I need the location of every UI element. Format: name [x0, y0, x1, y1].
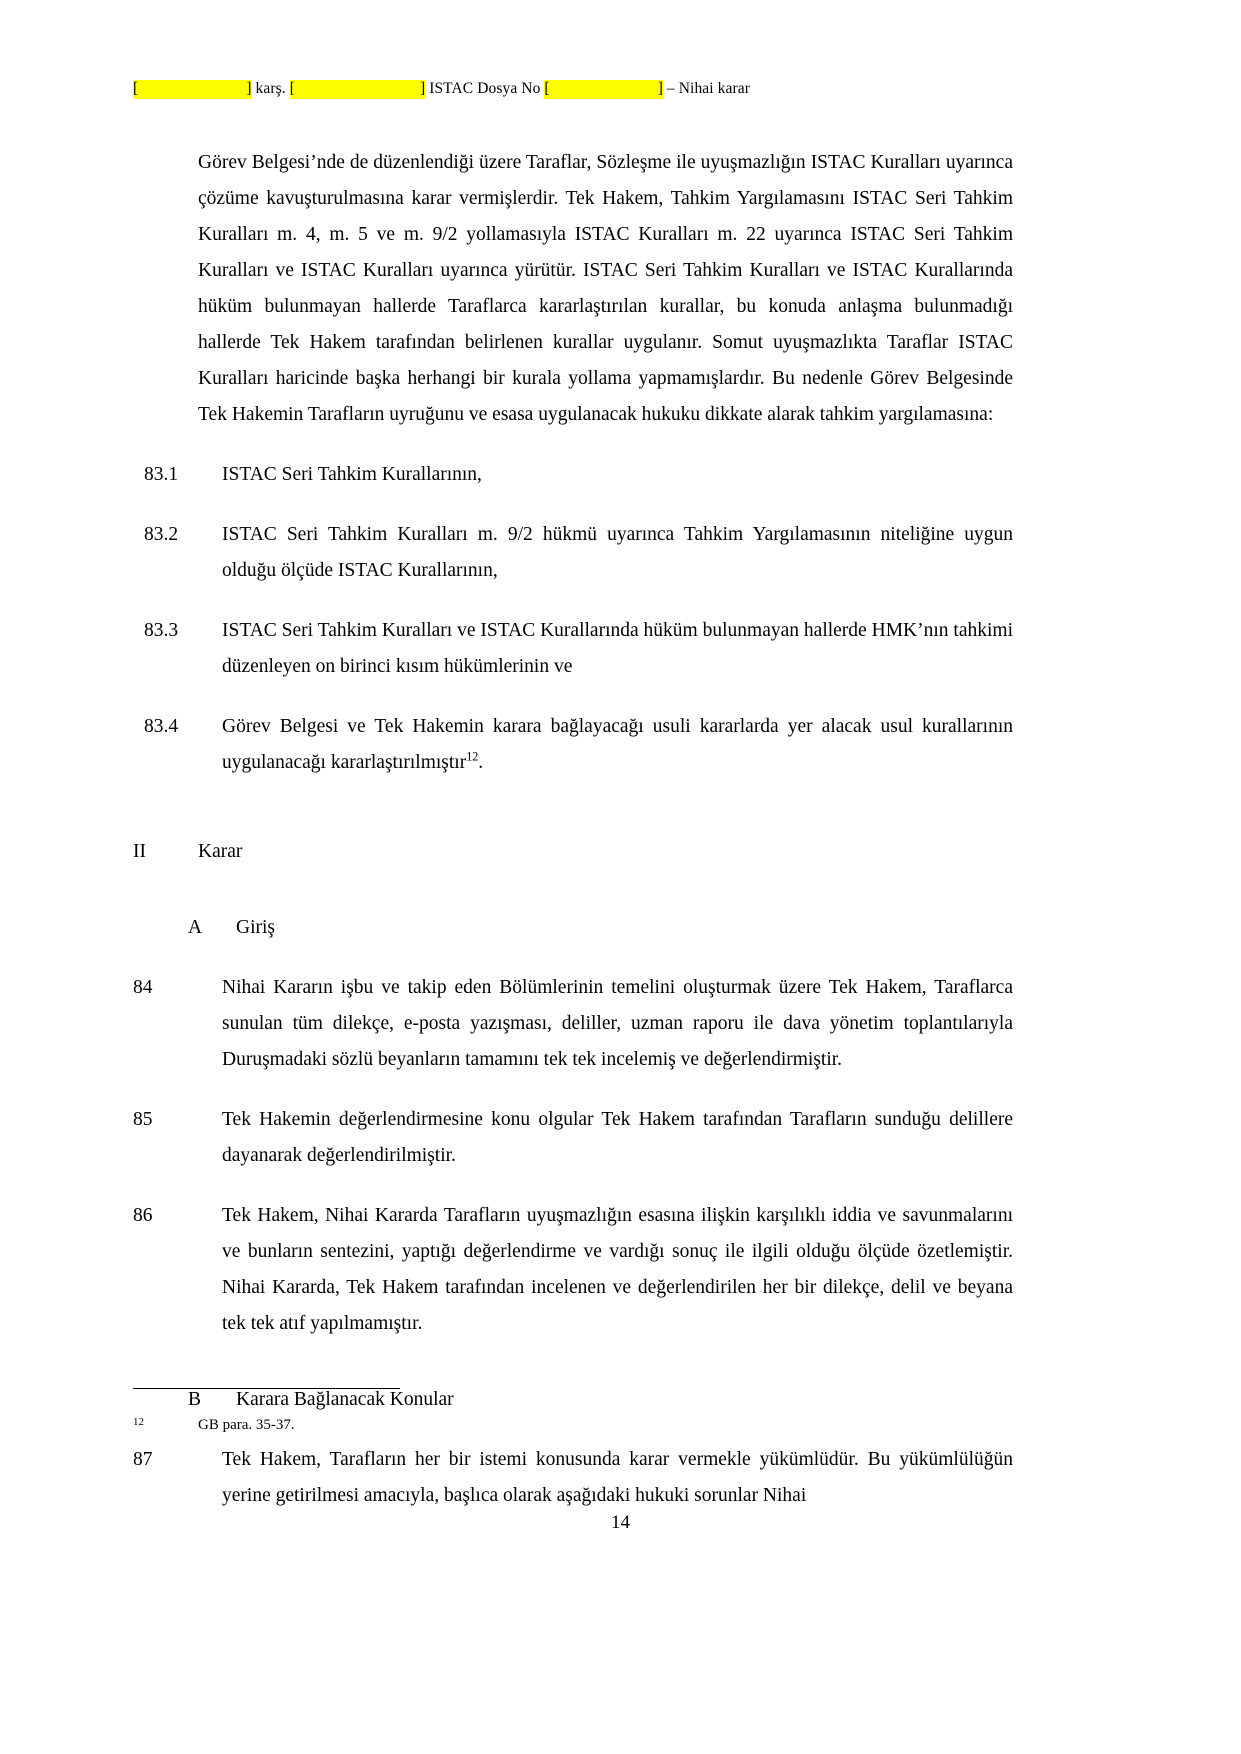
- subsection-letter: B: [188, 1389, 202, 1411]
- paragraph-85: [133, 1102, 1013, 1174]
- paragraph-number: 86: [133, 1204, 153, 1226]
- list-item-number: 83.3: [144, 620, 179, 642]
- paragraph-84: [133, 970, 1013, 1078]
- redaction-close-bracket-3: ]: [657, 80, 663, 97]
- paragraph-text: Tek Hakem, Nihai Kararda Tarafların uyuşmazlığın esasına ilişkin karşılıklı iddia ve savunmalarını ve bunların sentezini, yaptığı değerlendirme ve vardığı sonuç ile ilgili olduğu ölçüde özetlemiştir. Nihai Kararda, Tek Hakem tarafından incelenen ve değerlendirilen her bir dilekçe, delil ve beyana tek tek atıf yapılmamıştır.: [222, 1204, 1013, 1335]
- list-item-text: ISTAC Seri Tahkim Kuralları ve ISTAC Kurallarında hüküm bulunmayan hallerde HMK’nın tahkimi düzenleyen on birinci kısım hükümlerinin ve: [222, 620, 1013, 678]
- list-item-number: 83.2: [144, 524, 179, 546]
- redaction-open-bracket-1: [: [133, 80, 139, 97]
- page-number: 14: [611, 1512, 630, 1533]
- list-item-number: 83.1: [144, 464, 179, 486]
- list-item-text-main: Görev Belgesi ve Tek Hakemin karara bağlayacağı usuli kararlarda yer alacak usul kurallarının uygulanacağı kararlaştırılmıştır: [222, 716, 1013, 774]
- subsection-title: Giriş: [236, 916, 275, 938]
- redaction-open-bracket-3: [: [544, 80, 550, 97]
- list-item-text: [222, 709, 1013, 781]
- list-item-text-tail: .: [478, 752, 484, 774]
- paragraph-86: [133, 1198, 1013, 1342]
- header-separator-1: karş.: [251, 80, 290, 97]
- header-separator-2: ISTAC Dosya No: [425, 80, 545, 97]
- section-heading-a: [133, 910, 1013, 946]
- footnote-area: [133, 1388, 1013, 1437]
- footnote-separator-rule: [133, 1388, 400, 1389]
- footnote-reference-12[interactable]: 12: [466, 749, 479, 764]
- section-number: II: [133, 840, 146, 862]
- list-item-number: 83.4: [144, 716, 179, 738]
- paragraph-number: 84: [133, 976, 153, 998]
- redaction-close-bracket-1: ]: [246, 80, 252, 97]
- paragraph-87: [133, 1442, 1013, 1514]
- footnote-number: 12: [133, 1416, 144, 1428]
- redaction-box-party-1: [133, 80, 252, 99]
- section-heading-ii: [133, 834, 1013, 870]
- footnote-text: GB para. 35-37.: [198, 1417, 295, 1433]
- list-item-83-4: [133, 709, 1013, 781]
- list-item-text: ISTAC Seri Tahkim Kurallarının,: [222, 464, 482, 486]
- paragraph-text: Tek Hakemin değerlendirmesine konu olgular Tek Hakem tarafından Tarafların sunduğu delillere dayanarak değerlendirilmiştir.: [222, 1108, 1013, 1166]
- paragraph-text: Nihai Kararın işbu ve takip eden Bölümlerinin temelini oluşturmak üzere Tek Hakem, Taraflarca sunulan tüm dilekçe, e-posta yazışması, deliller, uzman raporu ile dava yönetim toplantılarıyla Duruşmadaki sözlü beyanların tamamını tek tek incelemiş ve değerlendirmiştir.: [222, 976, 1013, 1070]
- paragraph-number: 87: [133, 1449, 153, 1471]
- paragraph-text: Tek Hakem, Tarafların her bir istemi konusunda karar vermekle yükümlüdür. Bu yükümlülüğün yerine getirilmesi amacıyla, başlıca olarak aşağıdaki hukuki sorunlar Nihai: [222, 1449, 1013, 1507]
- list-item-83-1: [133, 457, 1013, 493]
- redaction-box-party-2: [290, 80, 426, 99]
- paragraph-number: 85: [133, 1108, 153, 1130]
- page-content: [133, 0, 1013, 1514]
- redaction-close-bracket-2: ]: [419, 80, 426, 97]
- list-item-text: ISTAC Seri Tahkim Kuralları m. 9/2 hükmü uyarınca Tahkim Yargılamasının niteliğine uygun olduğu ölçüde ISTAC Kurallarının,: [222, 524, 1013, 582]
- redaction-box-case-number: [544, 80, 663, 99]
- subsection-title: Karara Bağlanacak Konular: [236, 1389, 454, 1411]
- list-item-83-2: [133, 517, 1013, 589]
- document-header: [133, 80, 1013, 99]
- footnote-12: [133, 1413, 1013, 1437]
- subsection-letter: A: [188, 916, 203, 938]
- list-item-83-3: [133, 613, 1013, 685]
- redaction-open-bracket-2: [: [289, 80, 295, 97]
- section-title: Karar: [198, 840, 243, 862]
- header-separator-3: – Nihai karar: [662, 80, 750, 97]
- intro-paragraph: Görev Belgesi’nde de düzenlendiği üzere Taraflar, Sözleşme ile uyuşmazlığın ISTAC Kuralları uyarınca çözüme kavuşturulmasına karar vermişlerdir. Tek Hakem, Tahkim Yargılamasını ISTAC Seri Tahkim Kuralları m. 4, m. 5 ve m. 9/2 yollamasıyla ISTAC Kuralları m. 22 uyarınca ISTAC Seri Tahkim Kuralları ve ISTAC Kuralları uyarınca yürütür. ISTAC Seri Tahkim Kuralları ve ISTAC Kurallarında hüküm bulunmayan hallerde Taraflarca kararlaştırılan kurallar, bu konuda anlaşma bulunmadığı hallerde Tek Hakem tarafından belirlenen kurallar uygulanır. Somut uyuşmazlıkta Taraflar ISTAC Kuralları haricinde başka herhangi bir kurala yollama yapmamışlardır. Bu nedenle Görev Belgesinde Tek Hakemin Tarafların uyruğunu ve esasa uygulanacak hukuku dikkate alarak tahkim yargılamasına:: [198, 151, 1013, 426]
